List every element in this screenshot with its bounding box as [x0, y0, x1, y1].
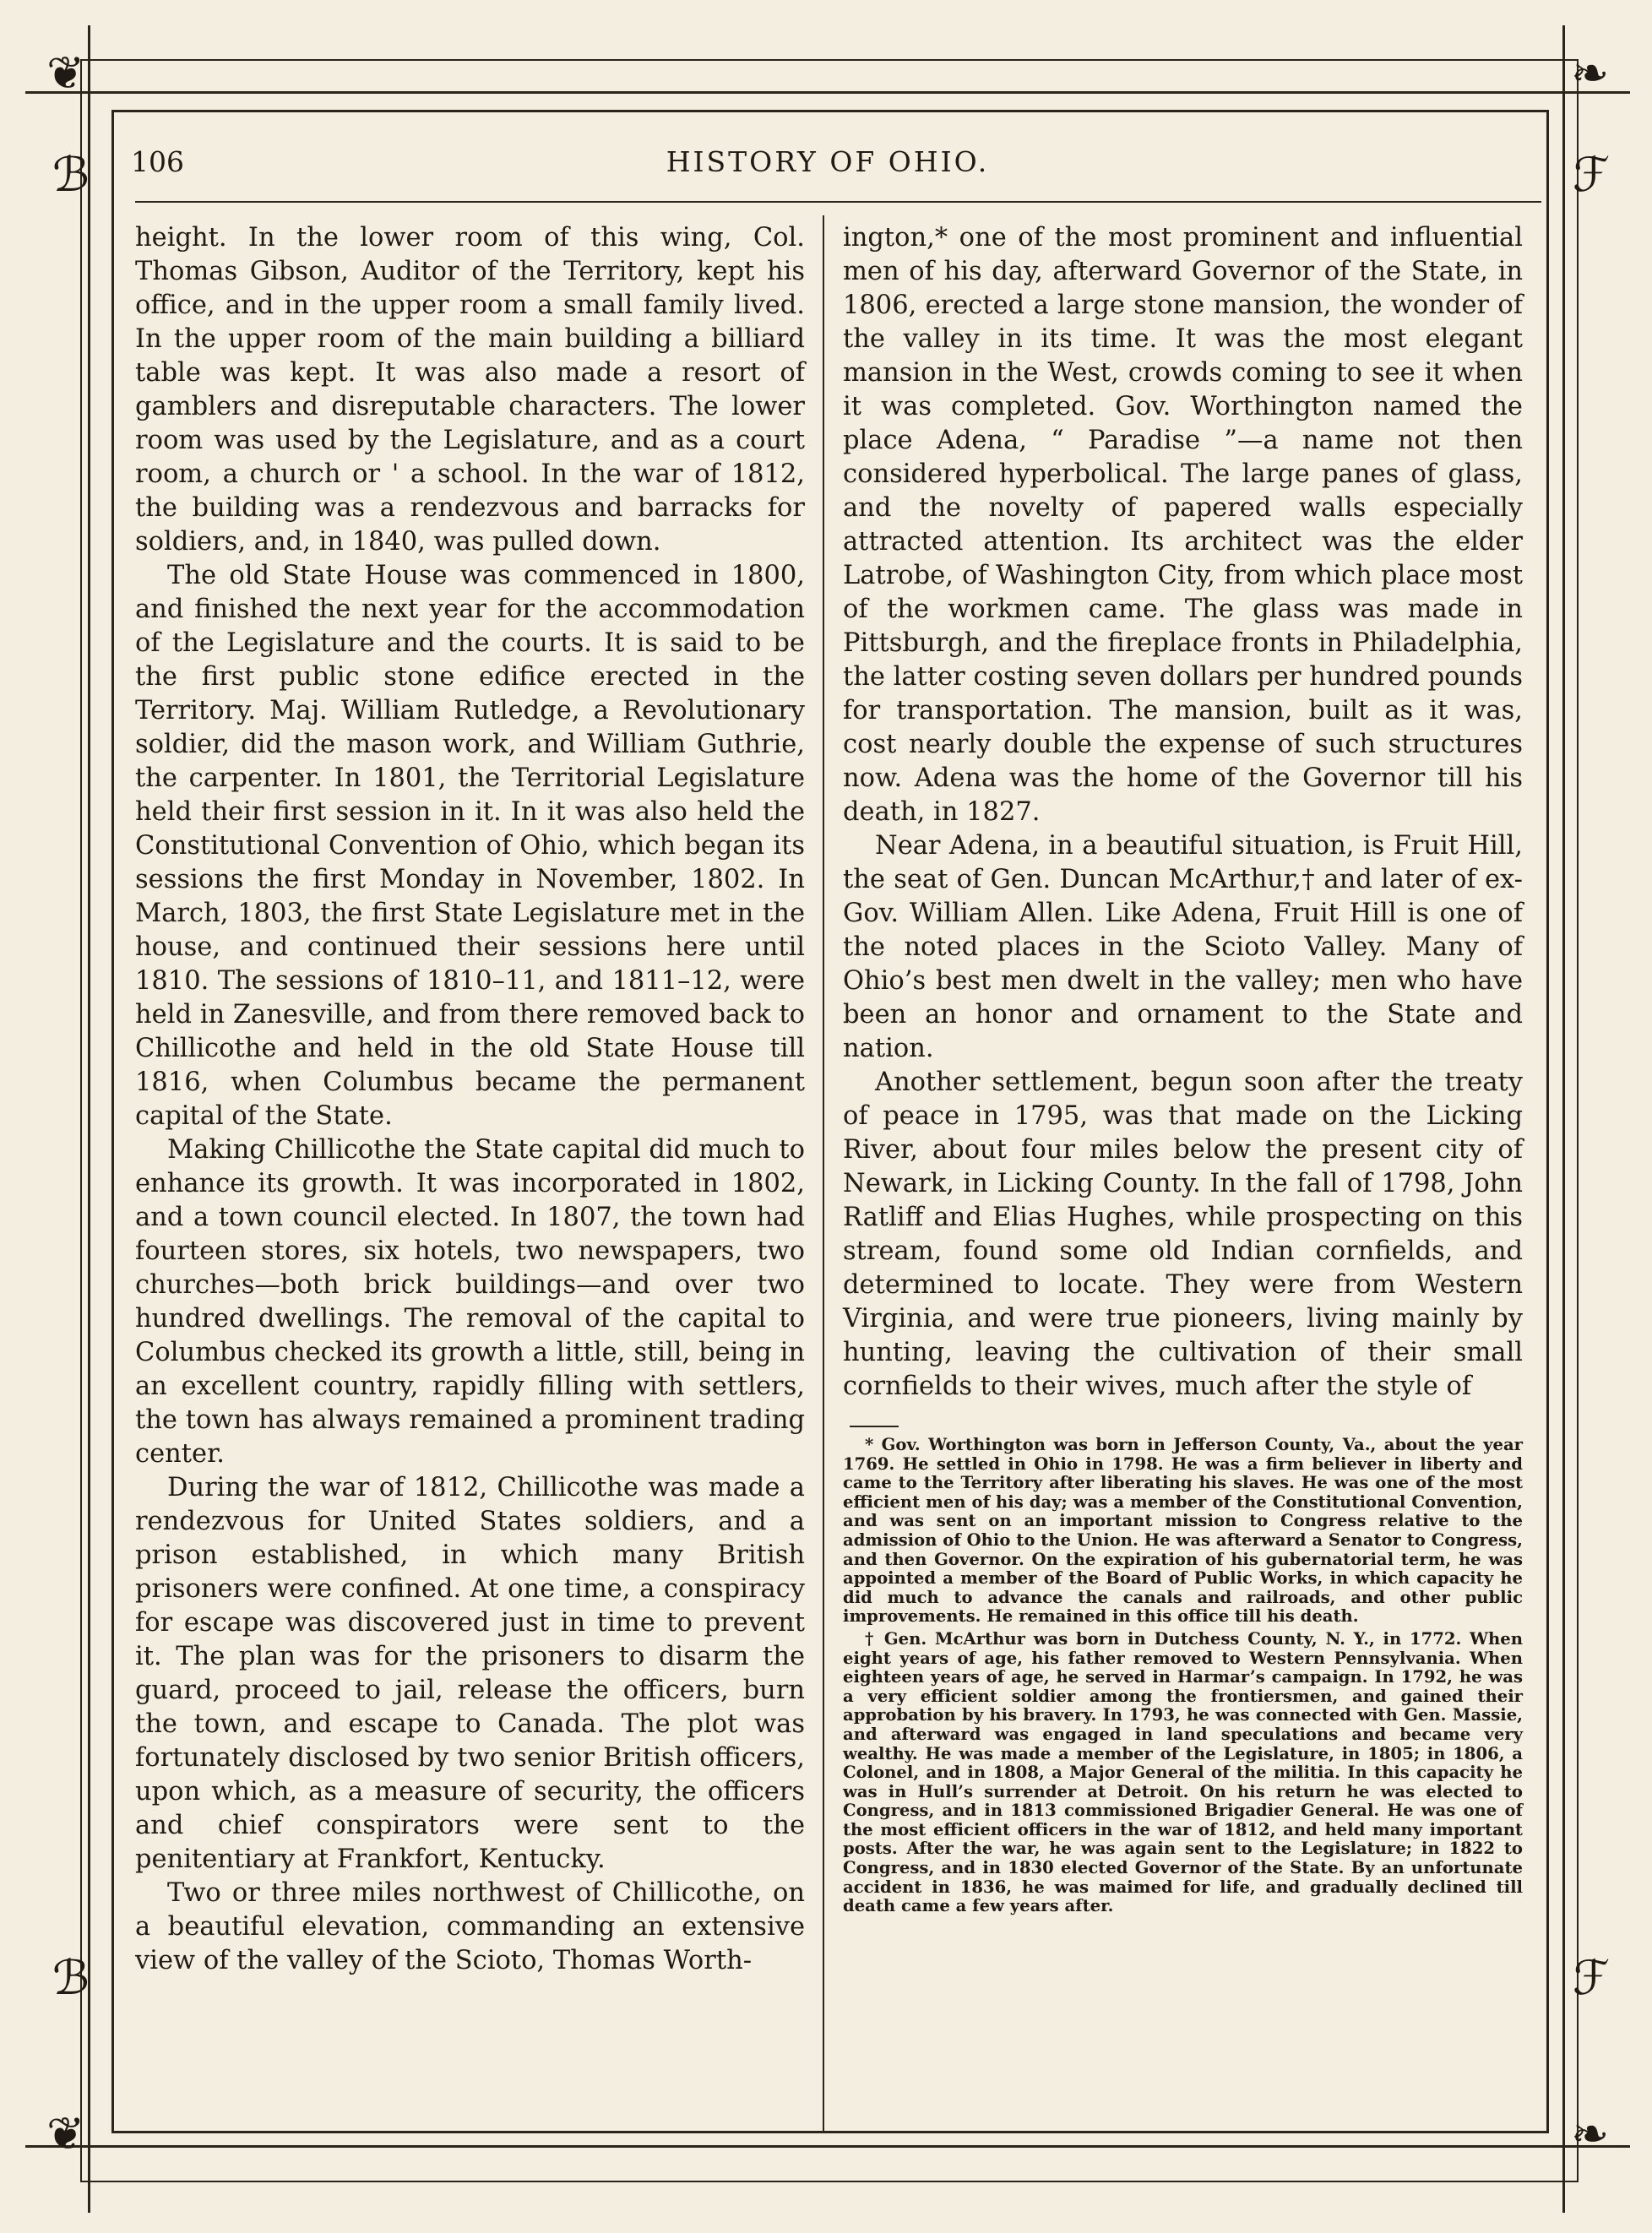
header-rule	[135, 201, 1541, 203]
footnotes	[843, 1436, 1523, 1916]
footnote-rule	[850, 1426, 899, 1427]
scroll-ornament-icon: ℬ	[52, 1951, 90, 2006]
scroll-ornament-icon: ℬ	[52, 148, 90, 203]
left-column	[135, 221, 805, 1978]
footnote: † Gen. McArthur was born in Dutchess County, N. Y., in 1772. When eight years of age, his father removed to Western Pennsylvania. When eighteen years of age, he served in Harmar’s campaign. In 1792, he was a very efficient soldier among the frontiersmen, and gained their approbation by his bravery. In 1793, he was connected with Gen. Massie, and afterward was engaged in land speculations and became very wealthy. He was made a member of the Legislature, in 1805; in 1806, a Colonel, and in 1808, a Major General of the militia. In this capacity he was in Hull’s surrender at Detroit. On his return he was elected to Congress, and in 1813 commissioned Brigadier General. He was one of the most efficient officers in the war of 1812, and held many important posts. After the war, he was again sent to the Legislature; in 1822 to Congress, and in 1830 elected Governor of the State. By an unfortunate accident in 1836, he was maimed for life, and gradually declined till death came a few years after.	[843, 1628, 1523, 1916]
page-header	[131, 145, 1524, 196]
left-border-rule	[88, 25, 90, 2213]
bottom-border-rule	[25, 2145, 1630, 2148]
scroll-ornament-icon: ℱ	[1573, 148, 1611, 203]
paragraph: Making Chillicothe the State capital did much to enhance its growth. It was incorporated in 1802, and a town council elected. In 1807, the town had fourteen stores, six hotels, two newspapers, two churches—both brick buildings—and over two hundred dwellings. The removal of the capital to Columbus checked its growth a little, still, being in an excellent country, rapidly filling with settlers, the town has always remained a prominent trading center.	[135, 1135, 805, 1469]
paragraph: Near Adena, in a beautiful situation, is Fruit Hill, the seat of Gen. Duncan McArthur,† and later of ex-Gov. William Allen. Like Adena, Fruit Hill is one of the noted places in the Scioto Valley. Many of Ohio’s best men dwelt in the valley; men who have been an honor and ornament to the State and nation.	[843, 831, 1523, 1063]
paragraph: During the war of 1812, Chillicothe was made a rendezvous for United States soldiers, and a prison established, in which many British prisoners were confined. At one time, a conspiracy for escape was discovered just in time to prevent it. The plan was for the prisoners to disarm the guard, proceed to jail, release the officers, burn the town, and escape to Canada. The plot was fortunately disclosed by two senior British officers, upon which, as a measure of security, the officers and chief conspirators were sent to the penitentiary at Frankfort, Kentucky.	[135, 1473, 805, 1874]
paragraph: The old State House was commenced in 1800, and finished the next year for the accommodation of the Legislature and the courts. It is said to be the first public stone edifice erected in the Territory. Maj. William Rutledge, a Revolutionary soldier, did the mason work, and William Guthrie, the carpenter. In 1801, the Territorial Legislature held their first session in it. In it was also held the Constitutional Convention of Ohio, which began its sessions the first Monday in November, 1802. In March, 1803, the first State Legislature met in the house, and continued their sessions here until 1810. The sessions of 1810–11, and 1811–12, were held in Zanesville, and from there removed back to Chillicothe and held in the old State House till 1816, when Columbus became the permanent capital of the State.	[135, 561, 805, 1131]
corner-ornament-bottom-left-icon: ❦	[46, 2107, 85, 2160]
paragraph: Another settlement, begun soon after the treaty of peace in 1795, was that made on the Licking River, about four miles below the present city of Newark, in Licking County. In the fall of 1798, John Ratliff and Elias Hughes, while prospecting on this stream, found some old Indian cornfields, and determined to locate. They were from Western Virginia, and were true pioneers, living mainly by hunting, leaving the cultivation of their small cornfields to their wives, much after the style of	[843, 1068, 1523, 1401]
right-border-rule	[1562, 25, 1565, 2213]
running-title: HISTORY OF OHIO.	[666, 145, 990, 178]
page-number: 106	[131, 145, 184, 178]
corner-ornament-bottom-right-icon: ❧	[1571, 2107, 1610, 2160]
column-divider	[823, 215, 824, 2132]
footnote: * Gov. Worthington was born in Jefferson County, Va., about the year 1769. He settled in Ohio in 1798. He was a firm believer in liberty and came to the Territory after liberating his slaves. He was one of the most efficient men of his day; was a member of the Constitutional Convention, and was sent on an important mission to Congress relative to the admission of Ohio to the Union. He was afterward a Senator to Congress, and then Governor. On the expiration of his gubernatorial term, he was appointed a member of the Board of Public Works, in which capacity he did much to advance the canals and railroads, and other public improvements. He remained in this office till his death.	[843, 1435, 1523, 1627]
paragraph: height. In the lower room of this wing, Col. Thomas Gibson, Auditor of the Territory, kept his office, and in the upper room a small family lived. In the upper room of the main building a billiard table was kept. It was also made a resort of gamblers and disreputable characters. The lower room was used by the Legislature, and as a court room, a church or ' a school. In the war of 1812, the building was a rendezvous and barracks for soldiers, and, in 1840, was pulled down.	[135, 223, 805, 557]
top-border-rule	[25, 91, 1630, 94]
paragraph: ington,* one of the most prominent and influential men of his day, afterward Governor of the State, in 1806, erected a large stone mansion, the wonder of the valley in its time. It was the most elegant mansion in the West, crowds coming to see it when it was completed. Gov. Worthington named the place Adena, “ Paradise ”—a name not then considered hyperbolical. The large panes of glass, and the novelty of papered walls especially attracted attention. Its architect was the elder Latrobe, of Washington City, from which place most of the workmen came. The glass was made in Pittsburgh, and the fireplace fronts in Philadelphia, the latter costing seven dollars per hundred pounds for transportation. The mansion, built as it was, cost nearly double the expense of such structures now. Adena was the home of the Governor till his death, in 1827.	[843, 223, 1523, 827]
right-column	[843, 221, 1523, 1920]
corner-ornament-top-right-icon: ❧	[1571, 46, 1610, 100]
paragraph: Two or three miles northwest of Chillicothe, on a beautiful elevation, commanding an extensive view of the valley of the Scioto, Thomas Worth-	[135, 1878, 805, 1975]
corner-ornament-top-left-icon: ❦	[46, 46, 85, 100]
scroll-ornament-icon: ℱ	[1573, 1951, 1611, 2006]
